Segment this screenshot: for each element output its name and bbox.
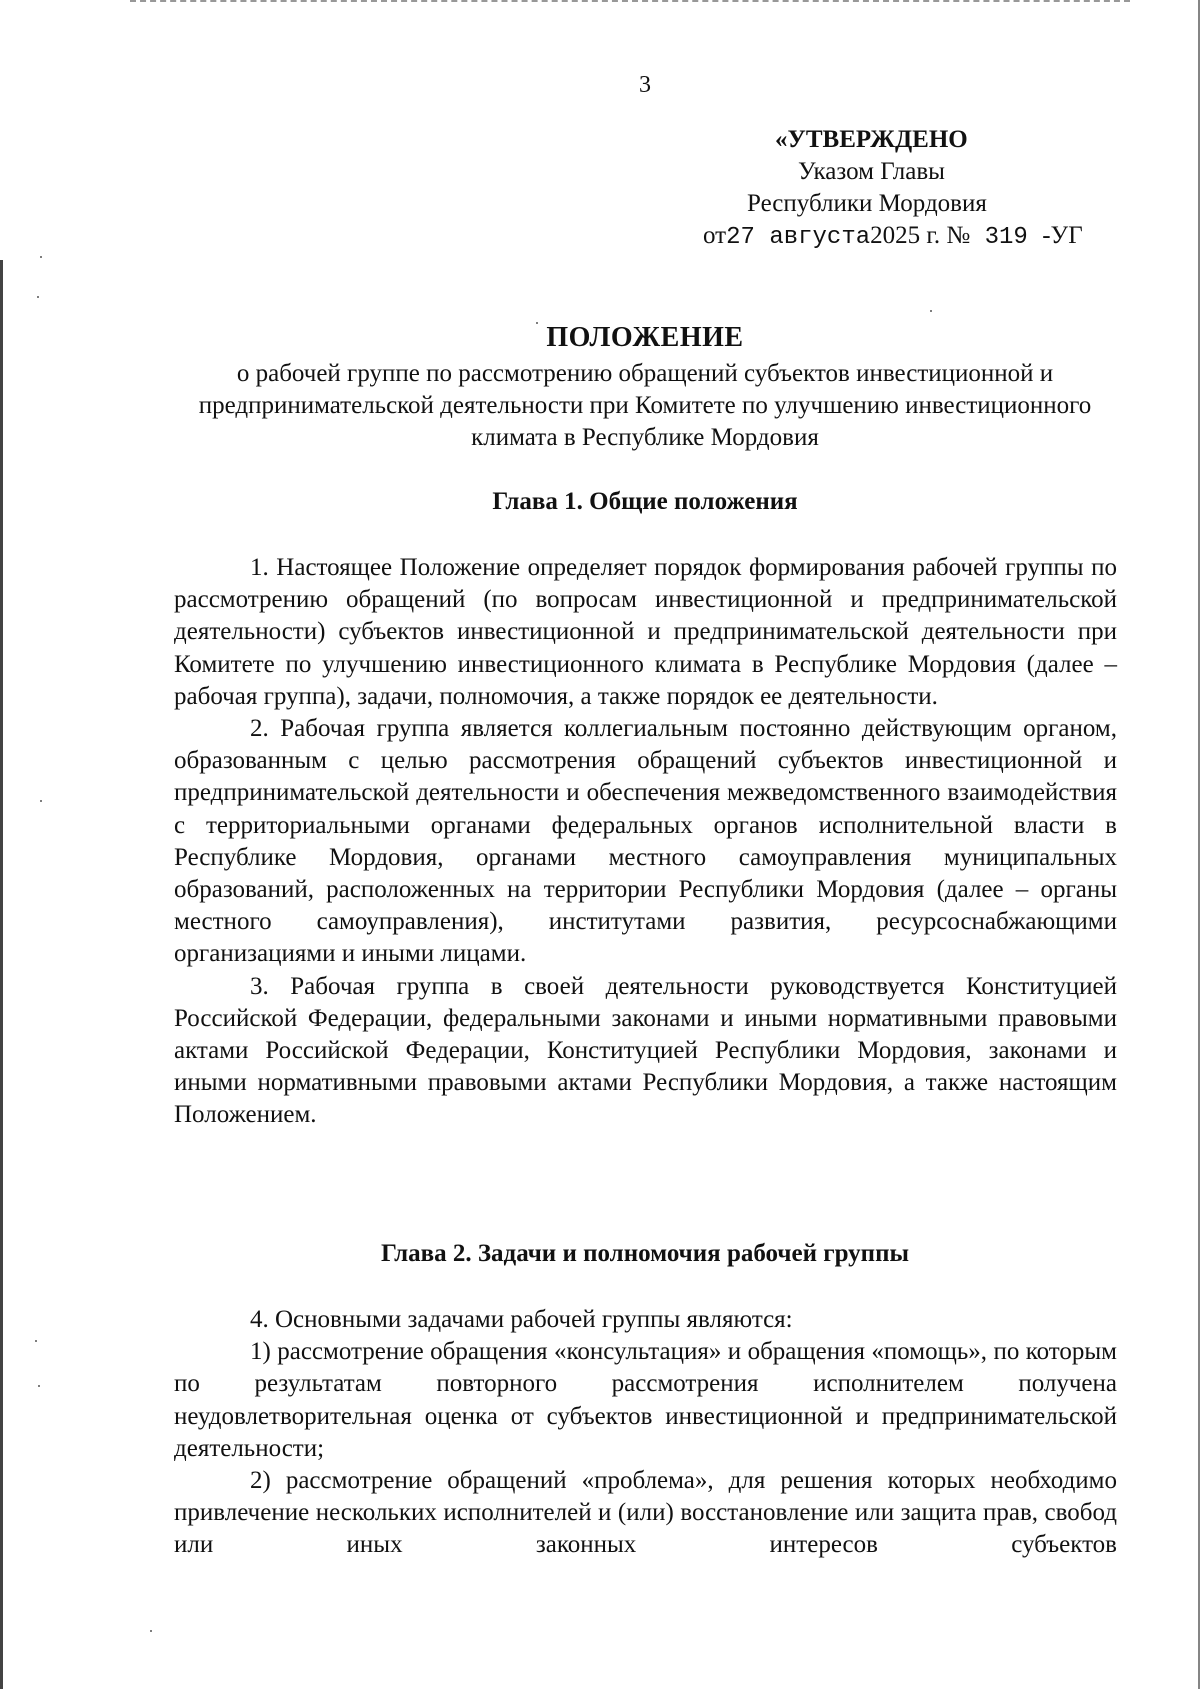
scan-speck xyxy=(150,1630,152,1632)
approval-line-decree: Указом Главы xyxy=(798,158,945,185)
paragraph-4-item-2: 2) рассмотрение обращений «проблема», для решения которых необходимо привлечение нескольких исполнителей и (или) восстановление или защита прав, свобод или иных законных интересов субъектов xyxy=(174,1467,1117,1559)
date-prefix: от xyxy=(703,222,727,249)
approval-date-line xyxy=(690,220,1120,254)
chapter-2-body xyxy=(174,1304,1117,1562)
paragraph-4: 4. Основными задачами рабочей группы являются: xyxy=(250,1306,793,1333)
date-handwritten: 27 августа xyxy=(726,224,871,251)
scan-top-edge xyxy=(130,0,1130,4)
approval-line-republic: Республики Мордовия xyxy=(747,190,987,217)
chapter-1-body xyxy=(174,552,1117,1132)
paragraph-4-item-1: 1) рассмотрение обращения «консультация» и обращения «помощь», по которым по результатам повторного рассмотрения исполнителем получена неудовлетворительная оценка от субъектов инвестиционной и предпринимательской деятельности; xyxy=(174,1338,1117,1462)
scan-speck xyxy=(38,1385,40,1387)
approval-stamp-block xyxy=(690,124,1120,254)
scan-speck xyxy=(930,310,932,312)
decree-number-suffix: -УГ xyxy=(1042,222,1083,249)
paragraph-2: 2. Рабочая группа является коллегиальным постоянно действующим органом, образованным с целью рассмотрения обращений субъектов инвестиционной и предпринимательской деятельности и обеспечения межведомственного взаимодействия с территориальными органами федеральных органов исполнительной власти в Республике Мордовия, органами местного самоуправления муниципальных образований, расположенных на территории Республики Мордовия (далее – органы местного самоуправления), институтами развития, ресурсоснабжающими организациями и иными лицами. xyxy=(174,715,1117,968)
decree-number-handwritten: 319 xyxy=(970,224,1043,251)
scan-speck xyxy=(37,296,39,298)
chapter-1-heading: Глава 1. Общие положения xyxy=(492,488,798,515)
scan-speck xyxy=(40,256,42,258)
scan-left-edge xyxy=(0,260,3,1689)
approval-title: «УТВЕРЖДЕНО xyxy=(775,126,968,153)
document-subtitle: о рабочей группе по рассмотрению обращений субъектов инвестиционной и предпринимательской деятельности при Комитете по улучшению инвестиционного климата в Республике Мордовия xyxy=(198,360,1092,451)
page-number: 3 xyxy=(639,72,651,98)
scan-speck xyxy=(35,1340,37,1342)
document-title: ПОЛОЖЕНИЕ xyxy=(546,322,744,353)
paragraph-3: 3. Рабочая группа в своей деятельности руководствуется Конституцией Российской Федерации, федеральными законами и иными нормативными правовыми актами Российской Федерации, Конституцией Республики Мордовия, законами и иными нормативными правовыми актами Республики Мордовия, а также настоящим Положением. xyxy=(174,972,1117,1129)
paragraph-1: 1. Настоящее Положение определяет порядок формирования рабочей группы по рассмотрению обращений (по вопросам инвестиционной и предпринимательской деятельности) субъектов инвестиционной и предпринимательской деятельности при Комитете по улучшению инвестиционного климата в Республике Мордовия (далее – рабочая группа), задачи, полномочия, а также порядок ее деятельности. xyxy=(174,554,1117,710)
chapter-2-heading: Глава 2. Задачи и полномочия рабочей группы xyxy=(380,1240,909,1267)
scan-speck xyxy=(40,800,42,802)
date-suffix: 2025 г. № xyxy=(870,222,971,249)
